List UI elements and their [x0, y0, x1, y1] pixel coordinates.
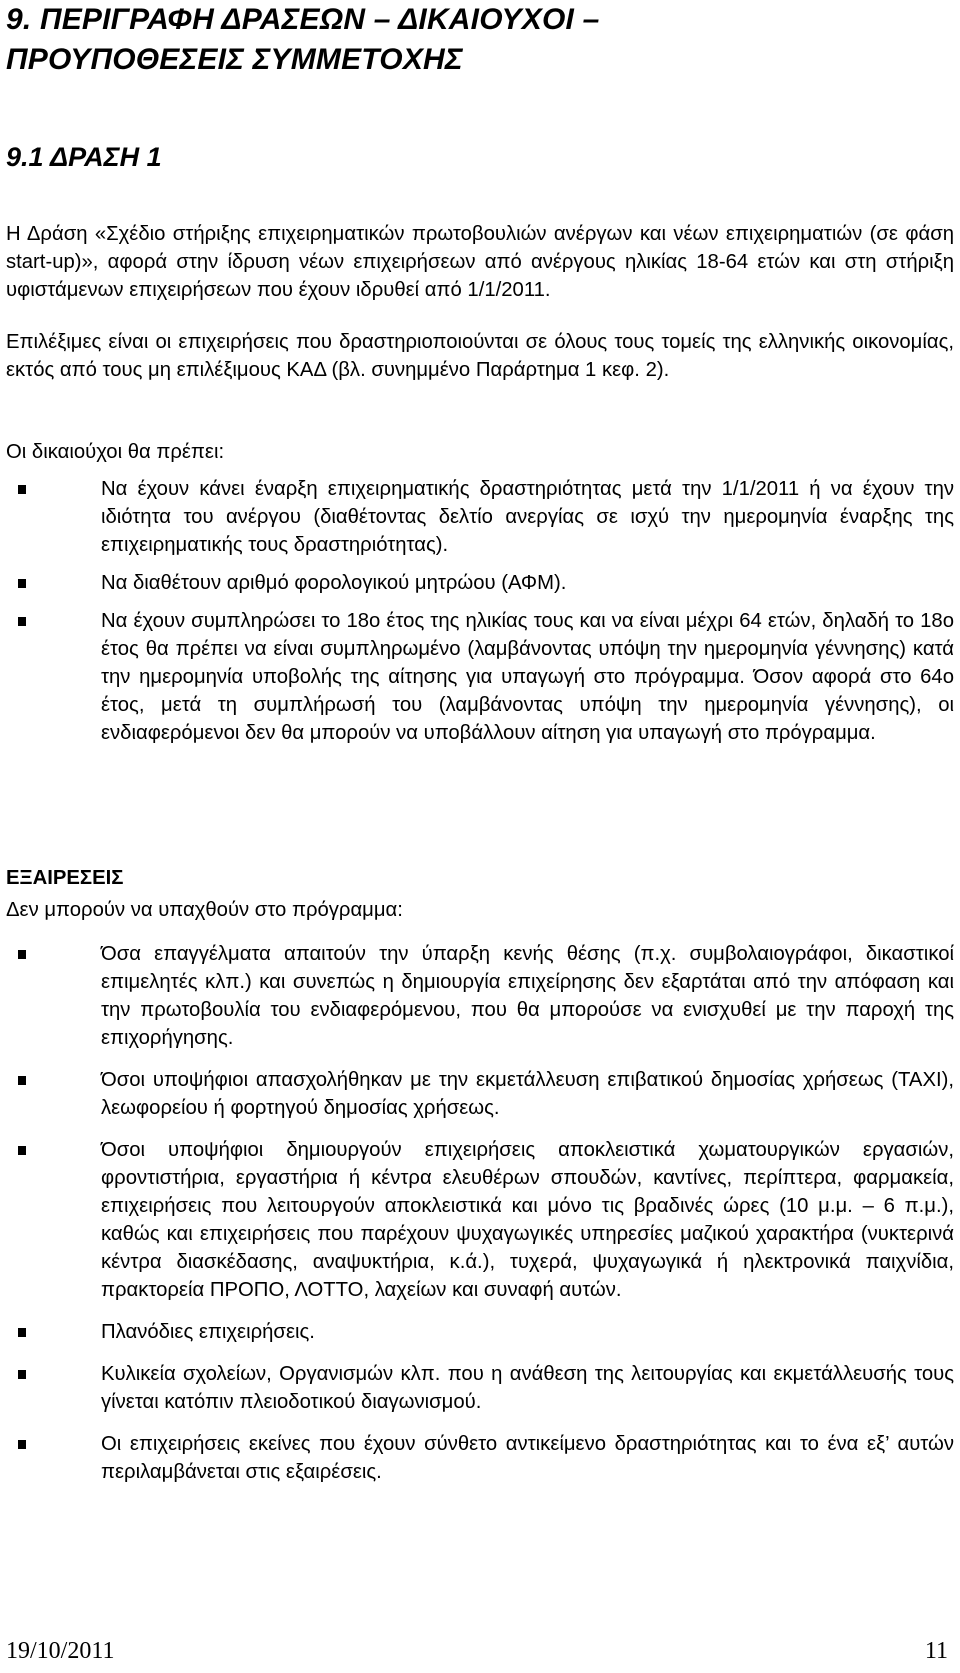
list-item-text: Πλανόδιες επιχειρήσεις.	[101, 1321, 315, 1343]
footer-date: 19/10/2011	[6, 1638, 115, 1664]
list-item	[6, 607, 954, 747]
exceptions-list	[6, 940, 954, 1500]
list-item	[6, 569, 954, 597]
bullet-icon	[18, 617, 26, 626]
list-item	[6, 1136, 954, 1304]
exceptions-title: ΕΞΑΙΡΕΣΕΙΣ	[6, 867, 124, 889]
list-item-text: Όσα επαγγέλματα απαιτούν την ύπαρξη κενής θέσης (π.χ. συμβολαιογράφοι, δικαστικοί επιμελητές κλπ.) και συνεπώς η δημιουργία επιχείρησης δεν εξαρτάται από την απόφαση και την πρωτοβουλία του ενδιαφερόμενου, που θα μπορούσε να ενισχυθεί με την παροχή της επιχορήγησης.	[101, 943, 954, 1049]
bullet-icon	[18, 1076, 26, 1085]
list-item	[6, 1066, 954, 1122]
exceptions-intro: Δεν μπορούν να υπαχθούν στο πρόγραμμα:	[6, 899, 403, 921]
list-item	[6, 1318, 954, 1346]
bullet-icon	[18, 950, 26, 959]
requirements-list	[6, 475, 954, 747]
eligibility-paragraph: Επιλέξιμες είναι οι επιχειρήσεις που δραστηριοποιούνται σε όλους τους τομείς της ελληνικής οικονομίας, εκτός από τους μη επιλέξιμους ΚΑΔ (βλ. συνημμένο Παράρτημα 1 κεφ. 2).	[6, 331, 954, 381]
section-heading-line-2: ΠΡΟΥΠΟΘΕΣΕΙΣ ΣΥΜΜΕΤΟΧΗΣ	[6, 43, 463, 76]
list-item-text: Να έχουν κάνει έναρξη επιχειρηματικής δραστηριότητας μετά την 1/1/2011 ή να έχουν την ιδιότητα του ανέργου (διαθέτοντας δελτίο ανεργίας σε ισχύ την ημερομηνία έναρξης της επιχειρηματικής τους δραστηριότητας).	[101, 478, 954, 556]
list-item	[6, 1360, 954, 1416]
bullet-icon	[18, 1146, 26, 1155]
list-item	[6, 940, 954, 1052]
bullet-icon	[18, 1328, 26, 1337]
section-heading-line-1: 9. ΠΕΡΙΓΡΑΦΗ ΔΡΑΣΕΩΝ – ΔΙΚΑΙΟΥΧΟΙ –	[6, 3, 600, 36]
list-item-text: Κυλικεία σχολείων, Οργανισμών κλπ. που η ανάθεση της λειτουργίας και εκμετάλλευσής τους γίνεται κατόπιν πλειοδοτικού διαγωνισμού.	[101, 1363, 954, 1413]
list-item-text: Όσοι υποψήφιοι δημιουργούν επιχειρήσεις αποκλειστικά χωματουργικών εργασιών, φροντιστήρια, εργαστήρια ή κέντρα ελευθέρων σπουδών, καντίνες, περίπτερα, φαρμακεία, επιχειρήσεις που λειτουργούν αποκλειστικά και μόνο τις βραδινές ώρες (10 μ.μ. – 6 π.μ.), καθώς και επιχειρήσεις που παρέχουν ψυχαγωγικές υπηρεσίες μαζικού χαρακτήρα (νυκτερινά κέντρα διασκέδασης, αναψυκτήρια, κ.ά.), τυχερά, ψυχαγωγικά ή ηλεκτρονικά παιχνίδια, πρακτορεία ΠΡΟΠΟ, ΛΟΤΤΟ, λαχείων και συναφή αυτών.	[101, 1139, 954, 1301]
bullet-icon	[18, 485, 26, 494]
list-item-text: Όσοι υποψήφιοι απασχολήθηκαν με την εκμετάλλευση επιβατικού δημοσίας χρήσεως (ΤΑΧΙ), λεωφορείου ή φορτηγού δημοσίας χρήσεως.	[101, 1069, 954, 1119]
page-number: 11	[924, 1638, 948, 1664]
bullet-icon	[18, 1440, 26, 1449]
list-item-text: Να έχουν συμπληρώσει το 18ο έτος της ηλικίας τους και να είναι μέχρι 64 ετών, δηλαδή το 18ο έτος θα πρέπει να είναι συμπληρωμένο (λαμβάνοντας υπόψη την ημερομηνία γέννησης) κατά την ημερομηνία υποβολής της αίτησης για υπαγωγή στο πρόγραμμα. Όσον αφορά στο 64ο έτος, μετά τη συμπλήρωσή του (λαμβάνοντας υπόψη την ημερομηνία γέννησης), οι ενδιαφερόμενοι δεν θα μπορούν να υποβάλλουν αίτηση για υπαγωγή στο πρόγραμμα.	[101, 610, 954, 744]
bullet-icon	[18, 579, 26, 588]
subsection-heading: 9.1 ΔΡΑΣΗ 1	[6, 142, 162, 172]
beneficiaries-intro: Οι δικαιούχοι θα πρέπει:	[6, 441, 225, 463]
intro-paragraph: Η Δράση «Σχέδιο στήριξης επιχειρηματικών πρωτοβουλιών ανέργων και νέων επιχειρηματιών (σε φάση start-up)», αφορά στην ίδρυση νέων επιχειρήσεων από ανέργους ηλικίας 18-64 ετών και στη στήριξη υφιστάμενων επιχειρήσεων που έχουν ιδρυθεί από 1/1/2011.	[6, 223, 954, 301]
list-item-text: Οι επιχειρήσεις εκείνες που έχουν σύνθετο αντικείμενο δραστηριότητας και το ένα εξ’ αυτών περιλαμβάνεται στις εξαιρέσεις.	[101, 1433, 954, 1483]
list-item	[6, 1430, 954, 1486]
bullet-icon	[18, 1370, 26, 1379]
list-item-text: Να διαθέτουν αριθμό φορολογικού μητρώου (ΑΦΜ).	[101, 572, 567, 594]
list-item	[6, 475, 954, 559]
section-heading	[6, 0, 599, 80]
